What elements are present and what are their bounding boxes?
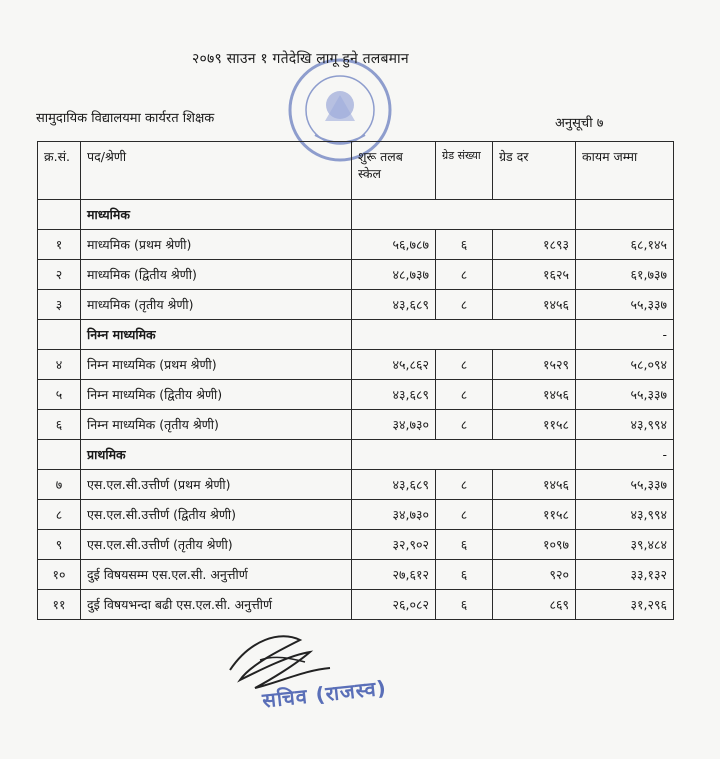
row-total: ५५,३३७ — [576, 290, 674, 320]
section-empty-cell — [352, 320, 576, 350]
row-post: निम्न माध्यमिक (तृतीय श्रेणी) — [81, 410, 352, 440]
section-sn-cell — [38, 320, 81, 350]
row-start-scale: ४३,६८९ — [352, 380, 436, 410]
row-total: ५५,३३७ — [576, 470, 674, 500]
row-post: निम्न माध्यमिक (प्रथम श्रेणी) — [81, 350, 352, 380]
row-grade-count: ६ — [436, 590, 493, 620]
row-grade-rate: १८९३ — [493, 230, 576, 260]
header-sn: क्र.सं. — [38, 142, 81, 200]
header-start-scale — [352, 142, 436, 200]
row-total: ४३,९९४ — [576, 410, 674, 440]
salary-table — [37, 141, 674, 620]
section-header-row — [38, 200, 674, 230]
header-grade-rate: ग्रेड दर — [493, 142, 576, 200]
row-sn: ६ — [38, 410, 81, 440]
header-start-scale-line1: शुरू तलब — [358, 149, 403, 164]
document-title: २०७९ साउन १ गतेदेखि लागू हुने तलबमान — [192, 51, 409, 67]
row-sn: ११ — [38, 590, 81, 620]
row-grade-rate: १४५६ — [493, 290, 576, 320]
section-name: निम्न माध्यमिक — [81, 320, 352, 350]
row-grade-count: ६ — [436, 560, 493, 590]
row-post: दुई विषयसम्म एस.एल.सी. अनुत्तीर्ण — [81, 560, 352, 590]
row-grade-count: ८ — [436, 410, 493, 440]
row-grade-count: ६ — [436, 530, 493, 560]
section-sn-cell — [38, 200, 81, 230]
row-total: ६१,७३७ — [576, 260, 674, 290]
row-grade-rate: ८६९ — [493, 590, 576, 620]
row-post: माध्यमिक (तृतीय श्रेणी) — [81, 290, 352, 320]
section-name: माध्यमिक — [81, 200, 352, 230]
row-post: एस.एल.सी.उत्तीर्ण (प्रथम श्रेणी) — [81, 470, 352, 500]
row-start-scale: ४८,७३७ — [352, 260, 436, 290]
schedule-number: अनुसूची ७ — [555, 116, 604, 131]
header-total: कायम जम्मा — [576, 142, 674, 200]
row-grade-rate: ९२० — [493, 560, 576, 590]
row-start-scale: २७,६१२ — [352, 560, 436, 590]
row-sn: ९ — [38, 530, 81, 560]
section-empty-cell — [352, 440, 576, 470]
row-start-scale: २६,०८२ — [352, 590, 436, 620]
row-start-scale: ५६,७८७ — [352, 230, 436, 260]
row-grade-rate: १०९७ — [493, 530, 576, 560]
table-row — [38, 350, 674, 380]
salary-table-body — [38, 200, 674, 620]
row-sn: ४ — [38, 350, 81, 380]
table-header-row — [38, 142, 674, 200]
row-start-scale: ३२,९०२ — [352, 530, 436, 560]
row-total: ५८,०९४ — [576, 350, 674, 380]
row-start-scale: ३४,७३० — [352, 500, 436, 530]
row-grade-rate: १५२९ — [493, 350, 576, 380]
table-row — [38, 260, 674, 290]
row-sn: ७ — [38, 470, 81, 500]
table-row — [38, 380, 674, 410]
row-sn: ३ — [38, 290, 81, 320]
row-post: एस.एल.सी.उत्तीर्ण (द्वितीय श्रेणी) — [81, 500, 352, 530]
section-empty-cell — [352, 200, 576, 230]
row-total: ३१,२९६ — [576, 590, 674, 620]
section-marker: - — [576, 320, 674, 350]
row-start-scale: ३४,७३० — [352, 410, 436, 440]
row-total: ४३,९९४ — [576, 500, 674, 530]
row-sn: १० — [38, 560, 81, 590]
secretary-stamp: सचिव (राजस्व) — [261, 675, 388, 713]
row-total: ३९,४८४ — [576, 530, 674, 560]
row-grade-count: ८ — [436, 260, 493, 290]
row-grade-rate: ११५८ — [493, 410, 576, 440]
row-start-scale: ४५,८६२ — [352, 350, 436, 380]
table-row — [38, 410, 674, 440]
section-sn-cell — [38, 440, 81, 470]
row-sn: ५ — [38, 380, 81, 410]
row-sn: १ — [38, 230, 81, 260]
row-grade-count: ८ — [436, 470, 493, 500]
table-row — [38, 230, 674, 260]
row-post: माध्यमिक (प्रथम श्रेणी) — [81, 230, 352, 260]
staff-category-heading: सामुदायिक विद्यालयमा कार्यरत शिक्षक — [36, 111, 215, 126]
row-sn: ८ — [38, 500, 81, 530]
row-grade-rate: ११५८ — [493, 500, 576, 530]
row-grade-count: ८ — [436, 380, 493, 410]
row-sn: २ — [38, 260, 81, 290]
header-grade-count: ग्रेड संख्या — [436, 142, 493, 200]
row-post: माध्यमिक (द्वितीय श्रेणी) — [81, 260, 352, 290]
section-header-row — [38, 320, 674, 350]
row-grade-rate: १४५६ — [493, 380, 576, 410]
header-post: पद/श्रेणी — [81, 142, 352, 200]
row-total: ३३,१३२ — [576, 560, 674, 590]
row-grade-rate: १६२५ — [493, 260, 576, 290]
row-start-scale: ४३,६८९ — [352, 290, 436, 320]
table-row — [38, 470, 674, 500]
section-name: प्राथमिक — [81, 440, 352, 470]
row-grade-rate: १४५६ — [493, 470, 576, 500]
row-total: ५५,३३७ — [576, 380, 674, 410]
row-grade-count: ८ — [436, 500, 493, 530]
table-row — [38, 560, 674, 590]
table-row — [38, 530, 674, 560]
row-start-scale: ४३,६८९ — [352, 470, 436, 500]
section-marker: - — [576, 440, 674, 470]
row-post: दुई विषयभन्दा बढी एस.एल.सी. अनुत्तीर्ण — [81, 590, 352, 620]
table-row — [38, 500, 674, 530]
row-total: ६८,१४५ — [576, 230, 674, 260]
section-header-row — [38, 440, 674, 470]
header-start-scale-line2: स्केल — [358, 166, 381, 181]
row-post: निम्न माध्यमिक (द्वितीय श्रेणी) — [81, 380, 352, 410]
table-row — [38, 290, 674, 320]
row-post: एस.एल.सी.उत्तीर्ण (तृतीय श्रेणी) — [81, 530, 352, 560]
section-marker — [576, 200, 674, 230]
row-grade-count: ६ — [436, 230, 493, 260]
row-grade-count: ८ — [436, 290, 493, 320]
row-grade-count: ८ — [436, 350, 493, 380]
